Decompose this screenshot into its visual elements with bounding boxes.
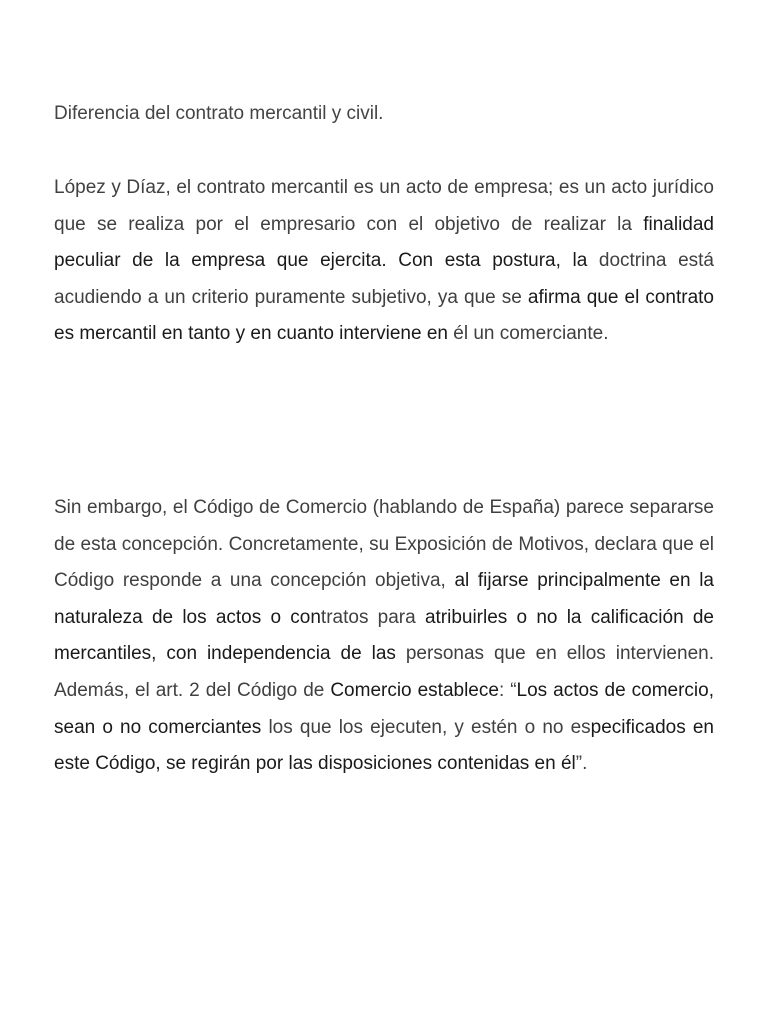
paragraph-1-segment: López y Díaz, el contrato mercantil es un acto de empresa; es un acto jurídico que se realiza por el empresario con el objetivo de realizar la	[54, 177, 714, 235]
paragraph-2-segment: : “	[498, 679, 517, 701]
paragraph-2-segment: atribuirles o no la calificación de mercantiles, con independencia de las	[54, 606, 715, 665]
paragraph-1	[54, 170, 714, 353]
paragraph-1-segment: él un comerciante.	[447, 323, 609, 345]
paragraph-1-segment: doctrina está acudiendo a un criterio puramente subjetivo, ya que se	[54, 250, 714, 308]
paragraph-2-segment: Los actos de comercio, sean o no comerciantes	[54, 679, 714, 738]
paragraph-2-segment: al fijarse principalmente en la naturaleza de los actos o con	[54, 570, 714, 628]
paragraph-2-segment: personas que en ellos intervienen. Además, el art. 2 del Código de	[54, 643, 714, 701]
paragraph-2-segment: los que los ejecuten, y estén o no es	[261, 716, 591, 738]
paragraph-1-segment: afirma que el contrato es mercantil en tanto y en cuanto interviene en	[54, 286, 714, 345]
paragraph-1-segment: finalidad peculiar de la empresa que ejercita. Con esta postura, la	[54, 213, 714, 272]
paragraph-2-segment: pecificados en este Código, se regirán por las disposiciones contenidas en él	[54, 716, 714, 775]
paragraph-2-segment: Sin embargo, el Código de Comercio (hablando de España) parece separarse de esta concepción. Concretamente, su Exposición de Motivos, declara que el Código responde a una concepción objetiva,	[54, 496, 714, 592]
document-title: Diferencia del contrato mercantil y civil.	[54, 103, 384, 124]
document-page	[54, 96, 714, 783]
paragraph-2-segment: ”.	[575, 753, 588, 775]
paragraph-2	[54, 490, 714, 783]
paragraph-2-segment: tratos para	[320, 606, 425, 628]
paragraph-2-segment: Comercio establece	[330, 679, 499, 701]
